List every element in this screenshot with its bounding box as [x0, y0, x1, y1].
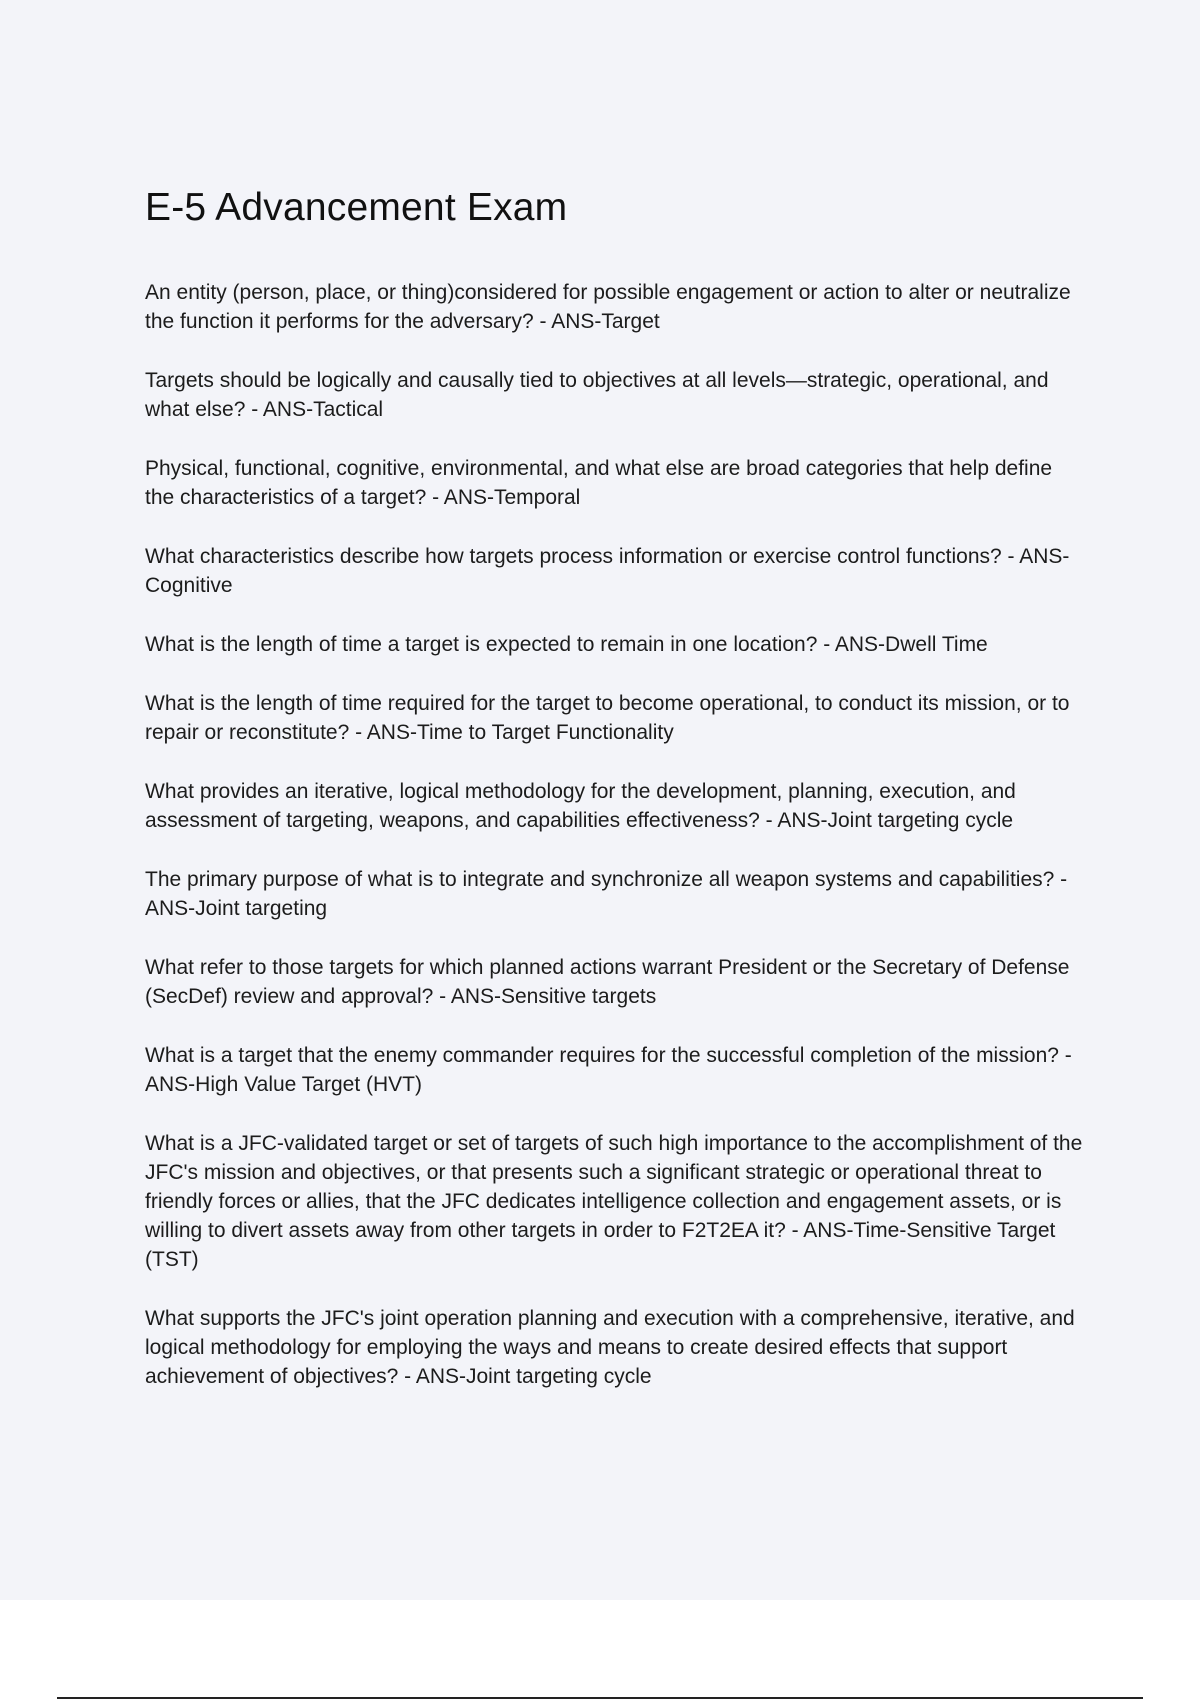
qa-item: Physical, functional, cognitive, environmental, and what else are broad categories that help define the characteristics of a target? - ANS-Temporal	[145, 457, 1053, 509]
qa-item: What refer to those targets for which planned actions warrant President or the Secretary of Defense (SecDef) review and approval? - ANS-Sensitive targets	[145, 956, 1070, 1008]
qa-item: What is the length of time a target is expected to remain in one location? - ANS-Dwell Time	[145, 633, 988, 656]
qa-item: Targets should be logically and causally tied to objectives at all levels—strategic, operational, and what else? - ANS-Tactical	[145, 369, 1049, 421]
qa-item: What supports the JFC's joint operation planning and execution with a comprehensive, iterative, and logical methodology for employing the ways and means to create desired effects that support achievement of objectives? - ANS-Joint targeting cycle	[145, 1307, 1075, 1388]
qa-item: What provides an iterative, logical methodology for the development, planning, execution, and assessment of targeting, weapons, and capabilities effectiveness? - ANS-Joint targeting cycle	[145, 780, 1016, 832]
qa-item: The primary purpose of what is to integrate and synchronize all weapon systems and capabilities? - ANS-Joint targeting	[145, 868, 1068, 920]
qa-item: What is the length of time required for the target to become operational, to conduct its mission, or to repair or reconstitute? - ANS-Time to Target Functionality	[145, 692, 1070, 744]
qa-item: What is a JFC-validated target or set of targets of such high importance to the accomplishment of the JFC's mission and objectives, or that presents such a significant strategic or operational threat to friendly forces or allies, that the JFC dedicates intelligence collection and engagement assets, or is willing to divert assets away from other targets in order to F2T2EA it? - ANS-Time-Sensitive Target (TST)	[145, 1132, 1083, 1271]
qa-item: What characteristics describe how targets process information or exercise control functions? - ANS-Cognitive	[145, 545, 1070, 597]
qa-item: What is a target that the enemy commander requires for the successful completion of the mission? - ANS-High Value Target (HVT)	[145, 1044, 1072, 1096]
document-title: E-5 Advancement Exam	[145, 186, 568, 229]
question-answer-list	[145, 278, 1085, 1421]
qa-item: An entity (person, place, or thing)considered for possible engagement or action to alter or neutralize the function it performs for the adversary? - ANS-Target	[145, 281, 1071, 333]
footer-divider	[57, 1697, 1143, 1699]
